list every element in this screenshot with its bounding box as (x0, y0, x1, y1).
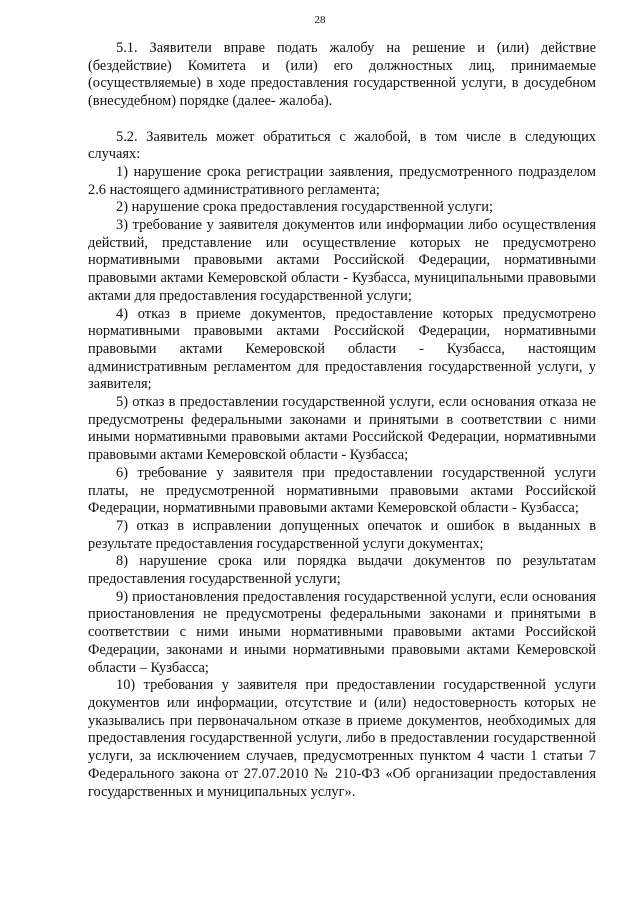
case-item-9: 9) приостановления предоставления государственной услуги, если основания приостановления не предусмотрены федеральными законами и принятыми в соответствии с ними иными нормативными правовыми актами Российской Федерации, законами и иными нормативными правовыми актами Кемеровской области – Кузбасса; (88, 588, 596, 676)
case-item-2: 2) нарушение срока предоставления государственной услуги; (116, 199, 493, 216)
case-item-1: 1) нарушение срока регистрации заявления, предусмотренного подразделом 2.6 настоящего административного регламента; (88, 163, 596, 198)
case-item-10: 10) требования у заявителя при предоставлении государственной услуги документов или информации, отсутствие и (или) недостоверность которых не указывались при первоначальном отказе в приеме документов, необходимых для предоставления государственной услуги, либо в предоставлении государственной услуги, за исключением случаев, предусмотренных пунктом 4 части 1 статьи 7 Федерального закона от 27.07.2010 № 210-ФЗ «Об организации предоставления государственных и муниципальных услуг». (88, 677, 596, 800)
case-item-5: 5) отказ в предоставлении государственной услуги, если основания отказа не предусмотрены федеральными законами и принятыми в соответствии с ними иными нормативными правовыми актами Российской Федерации, нормативными правовыми актами Кемеровской области - Кузбасса; (88, 394, 596, 464)
section-5-2-intro: 5.2. Заявитель может обратиться с жалобой, в том числе в следующих случаях: (88, 128, 596, 163)
case-item-8: 8) нарушение срока или порядка выдачи документов по результатам предоставления государственной услуги; (88, 553, 596, 588)
case-item-6: 6) требование у заявителя при предоставлении государственной услуги платы, не предусмотренной нормативными правовыми актами Российской Федерации, нормативными правовыми актами Кемеровской области - Кузбасса; (88, 464, 596, 517)
case-item-4: 4) отказ в приеме документов, предоставление которых предусмотрено нормативными правовыми актами Российской Федерации, нормативными правовыми актами Кемеровской области - Кузбасса, настоящим административным регламентом для предоставления государственной услуги, у заявителя; (88, 305, 596, 393)
case-item-7: 7) отказ в исправлении допущенных опечаток и ошибок в выданных в результате предоставления государственной услуги документах; (88, 517, 596, 552)
section-5-1-paragraph: 5.1. Заявители вправе подать жалобу на решение и (или) действие (бездействие) Комитета и (или) его должностных лиц, принимаемые (осуществляемые) в ходе предоставления государственной услуги, в досудебном (внесудебном) порядке (далее- жалоба). (88, 40, 596, 110)
case-item-3: 3) требование у заявителя документов или информации либо осуществления действий, представление или осуществление которых не предусмотрено нормативными правовыми актами Российской Федерации, нормативными правовыми актами Кемеровской области - Кузбасса, муниципальными правовыми актами для предоставления государственной услуги; (88, 217, 596, 304)
document-body (88, 40, 596, 801)
page-number: 28 (314, 14, 326, 26)
